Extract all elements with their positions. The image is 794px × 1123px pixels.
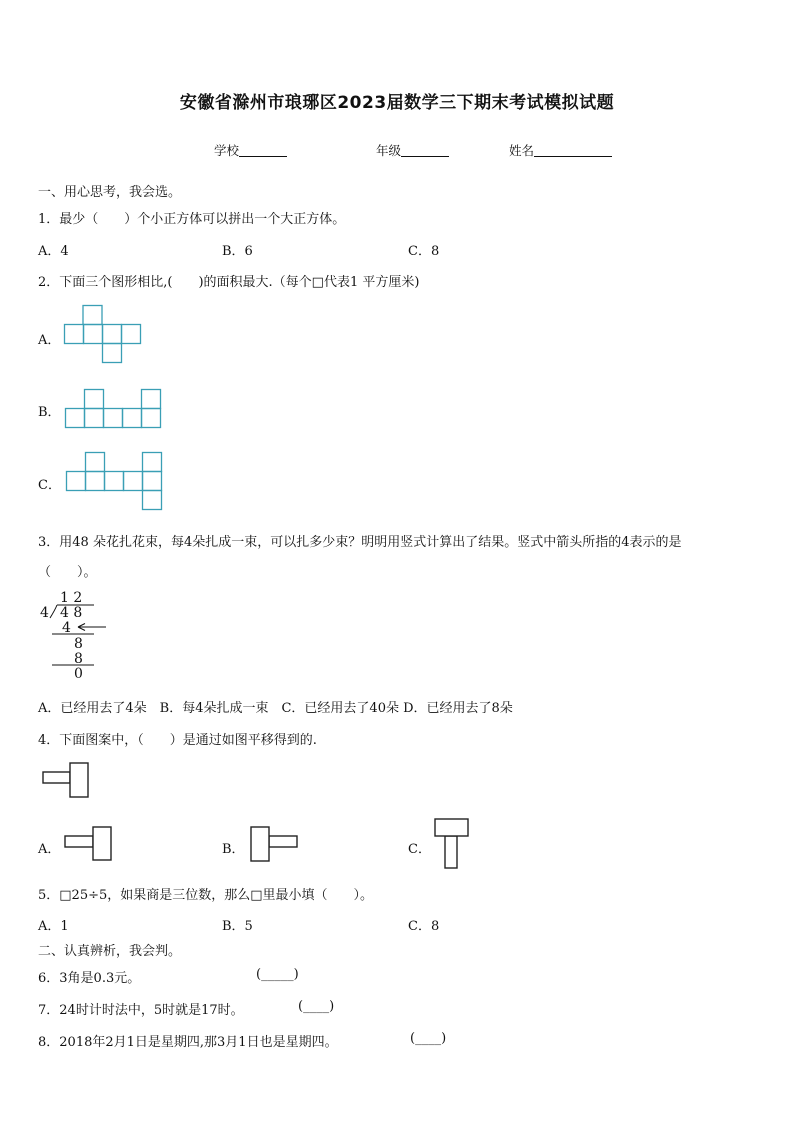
question-3-line-1: 3．用48 朵花扎花束，每4朵扎成一束，可以扎多少束？明明用竖式计算出了结果。竖式中箭头所指的4表示的是: [38, 535, 682, 550]
name-label: 姓名: [509, 143, 535, 158]
question-2: 2．下面三个图形相比,( )的面积最大.（每个□代表1 平方厘米): [38, 275, 420, 290]
grid-square: [65, 325, 84, 344]
question-4: 4．下面图案中，（ ）是通过如图平移得到的.: [38, 733, 317, 748]
grade-blank[interactable]: [401, 144, 449, 157]
grid-square: [143, 472, 162, 491]
q2-label-c[interactable]: C．: [38, 478, 61, 493]
page-title: 安徽省滁州市琅琊区2023届数学三下期末考试模拟试题: [179, 93, 615, 113]
q4-label-c[interactable]: C．: [408, 842, 431, 857]
name-blank[interactable]: [534, 144, 612, 157]
division-divisor: 4: [40, 605, 49, 621]
q6-answer-blank[interactable]: (_____): [256, 967, 299, 982]
shape-bar: [65, 836, 93, 847]
grid-square: [105, 472, 124, 491]
division-bracket: [50, 605, 57, 618]
q1-option-c[interactable]: C．8: [408, 244, 440, 259]
section-1-heading: 一、用心思考，我会选。: [38, 185, 182, 200]
q2-figure-c: [66, 452, 166, 512]
grid-square: [85, 409, 104, 428]
q4-figure-b: [250, 826, 302, 862]
grid-square: [84, 325, 103, 344]
q2-figure-a: [64, 305, 144, 365]
grid-square: [142, 409, 161, 428]
shape-block: [93, 827, 111, 860]
division-quotient: 1 2: [60, 590, 83, 606]
section-2-heading: 二、认真辨析，我会判。: [38, 944, 182, 959]
question-7: 7．24时计时法中，5时就是17时。: [38, 1003, 244, 1018]
q4-label-a[interactable]: A．: [38, 842, 61, 857]
shape-block: [70, 763, 88, 797]
shape-block: [435, 819, 468, 836]
shape-bar: [445, 836, 457, 868]
q7-answer-blank[interactable]: (____): [298, 999, 335, 1014]
grade-label: 年级: [376, 143, 402, 158]
division-step-3: 8: [74, 651, 83, 667]
q4-figure-c: [434, 818, 474, 870]
grid-square: [86, 472, 105, 491]
grid-square: [85, 390, 104, 409]
q5-option-b[interactable]: B．5: [222, 919, 253, 934]
grid-square: [104, 409, 123, 428]
school-label: 学校: [214, 143, 240, 158]
q2-label-b[interactable]: B．: [38, 405, 61, 420]
grid-square: [86, 453, 105, 472]
division-lines: [44, 604, 114, 674]
school-field: [214, 141, 287, 159]
grid-square: [143, 491, 162, 510]
q5-option-a[interactable]: A．1: [38, 919, 69, 934]
division-step-1: 4: [62, 620, 71, 636]
q4-reference-shape: [42, 762, 92, 798]
name-field: [509, 141, 612, 159]
question-3-line-2: （ ）。: [38, 565, 97, 580]
q2-figure-b: [65, 389, 165, 429]
grid-square: [103, 325, 122, 344]
division-remainder: 0: [74, 666, 83, 682]
shape-bar: [43, 772, 70, 783]
grid-square: [66, 409, 85, 428]
grade-field: [376, 141, 449, 159]
question-8: 8．2018年2月1日是星期四,那3月1日也是星期四。: [38, 1035, 338, 1050]
question-1: 1．最少（ ）个小正方体可以拼出一个大正方体。: [38, 212, 346, 227]
grid-square: [142, 390, 161, 409]
q8-answer-blank[interactable]: (____): [410, 1031, 447, 1046]
q1-option-a[interactable]: A．4: [38, 244, 69, 259]
grid-square: [67, 472, 86, 491]
q4-label-b[interactable]: B．: [222, 842, 245, 857]
shape-block: [251, 827, 269, 861]
grid-square: [83, 306, 102, 325]
grid-square: [122, 325, 141, 344]
school-blank[interactable]: [239, 144, 287, 157]
q3-options[interactable]: A．已经用去了4朵 B．每4朵扎成一束 C．已经用去了40朵 D．已经用去了8朵: [38, 701, 513, 716]
grid-square: [143, 453, 162, 472]
question-6: 6．3角是0.3元。: [38, 971, 141, 986]
q2-label-a[interactable]: A．: [38, 333, 61, 348]
grid-square: [124, 472, 143, 491]
division-dividend: 4 8: [60, 605, 83, 621]
q5-option-c[interactable]: C．8: [408, 919, 440, 934]
q1-option-b[interactable]: B．6: [222, 244, 253, 259]
division-step-2: 8: [74, 636, 83, 652]
question-5: 5．□25÷5，如果商是三位数，那么□里最小填（ ）。: [38, 888, 374, 903]
shape-bar: [269, 836, 297, 847]
grid-square: [123, 409, 142, 428]
q4-figure-a: [64, 826, 114, 862]
grid-square: [103, 344, 122, 363]
